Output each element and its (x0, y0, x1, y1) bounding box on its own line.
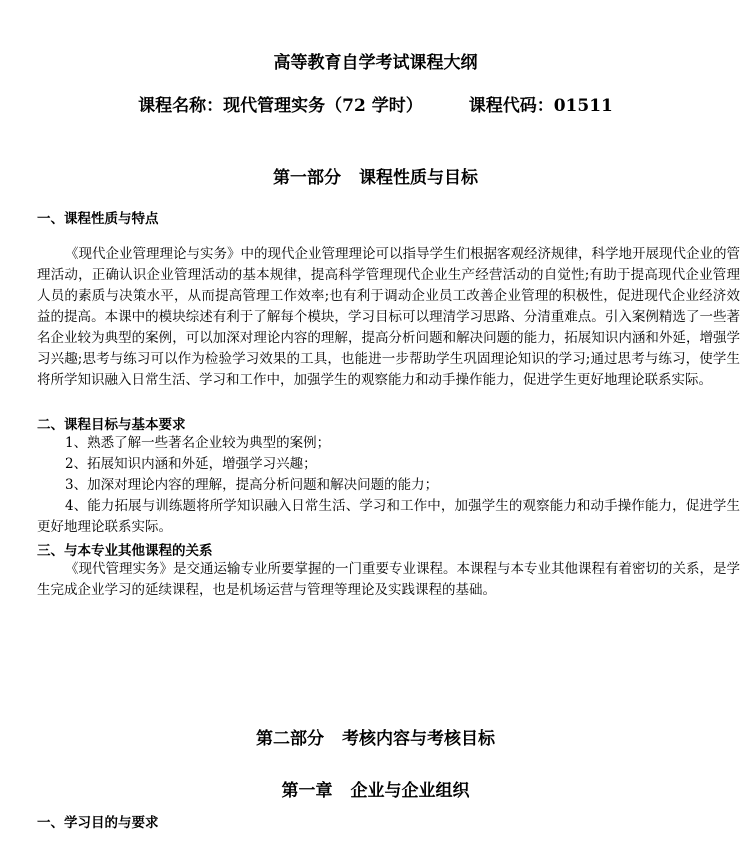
document-title: 高等教育自学考试课程大纲 (273, 53, 478, 73)
goal-item-2: 2、拓展知识内涵和外延，增强学习兴趣； (65, 456, 317, 472)
course-code: 课程代码：01511 (468, 96, 613, 116)
paragraph-relation: 《现代管理实务》是交通运输专业所要掌握的一门重要专业课程。本课程与本专业其他课程有着密切的关系，是学生完成企业学习的延续课程，也是机场运营与管理等理论及实践课程的基础。 (37, 561, 740, 598)
section-title-relation: 三、与本专业其他课程的关系 (37, 543, 213, 559)
part2-heading-num: 第二部分 (256, 729, 324, 749)
part1-heading (0, 163, 751, 188)
goal-item-1: 1、熟悉了解一些著名企业较为典型的案例； (65, 435, 331, 451)
part2-heading (0, 724, 751, 749)
section-title-goals: 二、课程目标与基本要求 (37, 417, 186, 433)
chapter1-num: 第一章 (281, 781, 333, 801)
goal-item-3: 3、加深对理论内容的理解，提高分析问题和解决问题的能力； (65, 477, 439, 493)
part1-heading-num: 第一部分 (273, 168, 341, 188)
course-info-line (0, 91, 751, 116)
section-title-nature: 一、课程性质与特点 (37, 211, 159, 227)
chapter1-heading (0, 776, 751, 801)
chapter1-title: 企业与企业组织 (350, 781, 470, 801)
goals-list (37, 433, 740, 538)
paragraph-nature: 《现代企业管理理论与实务》中的现代企业管理理论可以指导学生们根据客观经济规律，科学地开展现代企业的管理活动，正确认识企业管理活动的基本规律，提高科学管理现代企业生产经营活动的自觉性;有助于提高现代企业管理人员的素质与决策水平，从而提高管理工作效率;也有利于调动企业员工改善企业管理的积极性，促进现代企业经济效益的提高。本课中的模块综述有利于了解每个模块，学习目标可以理清学习思路、分清重难点。引入案例精选了一些著名企业较为典型的案例，可以加深对理论内容的理解，提高分析问题和解决问题的能力，拓展知识内涵和外延，增强学习兴趣;思考与练习可以作为检验学习效果的工具，也能进一步帮助学生巩固理论知识的学习;通过思考与练习，使学生将所学知识融入日常生活、学习和工作中，加强学生的观察能力和动手操作能力，促进学生更好地理论联系实际。 (37, 246, 740, 388)
section-title-learning-goals: 一、学习目的与要求 (37, 815, 159, 831)
part1-heading-title: 课程性质与目标 (359, 168, 478, 188)
goal-item-4: 4、能力拓展与训练题将所学知识融入日常生活、学习和工作中，加强学生的观察能力和动手操作能力，促进学生更好地理论联系实际。 (37, 498, 740, 535)
part2-heading-title: 考核内容与考核目标 (342, 729, 495, 749)
course-name: 课程名称：现代管理实务（72 学时） (138, 96, 423, 116)
